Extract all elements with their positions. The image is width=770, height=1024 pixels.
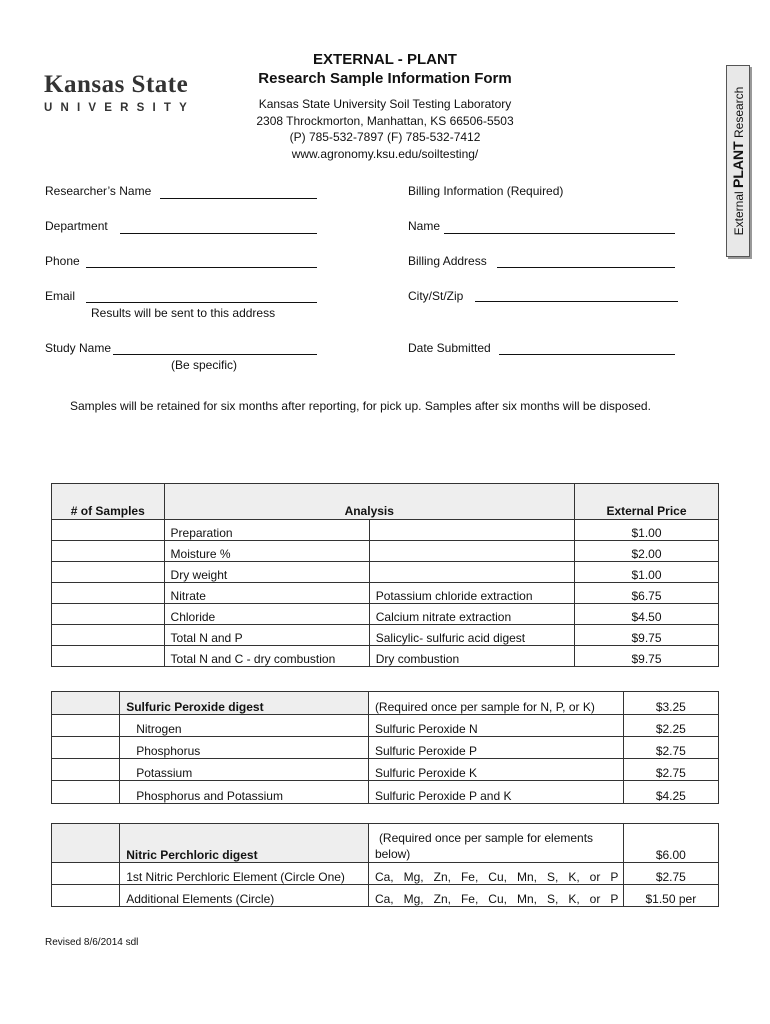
sulfuric-peroxide-table — [51, 691, 719, 804]
table-row — [52, 737, 719, 759]
side-tab-post: Research — [732, 86, 746, 142]
element-choices-cell[interactable]: Ca, Mg, Zn, Fe, Cu, Mn, S, K, or P — [368, 863, 623, 885]
samples-count-cell[interactable] — [52, 604, 165, 625]
method-cell: Salicylic- sulfuric acid digest — [369, 625, 574, 646]
analysis-cell: Potassium — [120, 759, 369, 781]
table-row — [52, 541, 719, 562]
form-title: EXTERNAL - PLANT — [313, 51, 457, 68]
analysis-cell: Additional Elements (Circle) — [120, 885, 369, 907]
department-input[interactable] — [120, 233, 317, 234]
name-input[interactable] — [444, 233, 675, 234]
retention-note: Samples will be retained for six months after reporting, for pick up. Samples after six months will be disposed. — [70, 399, 651, 413]
ksu-logo — [44, 72, 204, 114]
researcher-input[interactable] — [160, 198, 317, 199]
analysis-cell: 1st Nitric Perchloric Element (Circle One) — [120, 863, 369, 885]
price-cell: $2.75 — [623, 863, 718, 885]
table-row — [52, 759, 719, 781]
price-cell: $2.25 — [623, 715, 718, 737]
billing-address-label: Billing Address — [408, 254, 487, 268]
method-cell: Sulfuric Peroxide P and K — [368, 781, 623, 804]
price-cell: $1.00 — [574, 520, 718, 541]
email-label: Email — [45, 289, 76, 303]
revised-note: Revised 8/6/2014 sdl — [45, 937, 139, 948]
study-label: Study Name — [45, 341, 112, 355]
table-row — [52, 692, 719, 715]
table-row — [52, 863, 719, 885]
price-cell: $3.25 — [623, 692, 718, 715]
method-cell: Sulfuric Peroxide K — [368, 759, 623, 781]
email-input[interactable] — [86, 302, 317, 303]
analysis-cell: Nitrogen — [120, 715, 369, 737]
billing-info-label: Billing Information (Required) — [408, 184, 564, 198]
billing-address-input[interactable] — [497, 267, 675, 268]
price-cell: $4.50 — [574, 604, 718, 625]
side-tab-pre: External — [732, 188, 746, 236]
analysis-cell: Total N and C - dry combustion — [164, 646, 369, 667]
analysis-cell: Chloride — [164, 604, 369, 625]
analysis-cell: Dry weight — [164, 562, 369, 583]
price-cell: $6.00 — [623, 824, 718, 863]
logo-line1: Kansas State — [44, 71, 189, 98]
price-cell: $4.25 — [623, 781, 718, 804]
samples-count-cell[interactable] — [52, 520, 165, 541]
samples-header: # of Samples — [52, 484, 165, 520]
analysis-cell: Sulfuric Peroxide digest — [120, 692, 369, 715]
method-cell — [369, 562, 574, 583]
table-row — [52, 583, 719, 604]
samples-count-cell[interactable] — [52, 715, 120, 737]
phone-input[interactable] — [86, 267, 317, 268]
method-cell: Potassium chloride extraction — [369, 583, 574, 604]
city-input[interactable] — [475, 301, 678, 302]
price-cell: $9.75 — [574, 646, 718, 667]
samples-count-cell[interactable] — [52, 885, 120, 907]
price-cell: $6.75 — [574, 583, 718, 604]
researcher-label: Researcher’s Name — [45, 184, 152, 198]
samples-count-cell[interactable] — [52, 863, 120, 885]
table-row — [52, 646, 719, 667]
samples-count-cell[interactable] — [52, 541, 165, 562]
department-label: Department — [45, 219, 108, 233]
method-cell: (Required once per sample for N, P, or K) — [368, 692, 623, 715]
price-header: External Price — [574, 484, 718, 520]
table-row — [52, 625, 719, 646]
table-row — [52, 885, 719, 907]
samples-count-cell[interactable] — [52, 781, 120, 804]
phone-label: Phone — [45, 254, 80, 268]
analysis-cell: Phosphorus — [120, 737, 369, 759]
method-cell — [368, 824, 623, 863]
samples-count-cell[interactable] — [52, 692, 120, 715]
price-cell: $2.00 — [574, 541, 718, 562]
city-label: City/St/Zip — [408, 289, 464, 303]
email-note: Results will be sent to this address — [91, 306, 276, 320]
table-header-row — [52, 484, 719, 520]
samples-count-cell[interactable] — [52, 737, 120, 759]
lab-street: 2308 Throckmorton, Manhattan, KS 66506-5503 — [256, 113, 514, 128]
analysis-cell: Moisture % — [164, 541, 369, 562]
samples-count-cell[interactable] — [52, 646, 165, 667]
logo-line2: UNIVERSITY — [44, 102, 196, 114]
price-cell: $2.75 — [623, 737, 718, 759]
nitric-perchloric-table — [51, 823, 719, 907]
date-label: Date Submitted — [408, 341, 491, 355]
samples-count-cell[interactable] — [52, 759, 120, 781]
lab-phone: (P) 785-532-7897 (F) 785-532-7412 — [289, 130, 481, 144]
price-cell: $1.50 per — [623, 885, 718, 907]
analysis-cell: Total N and P — [164, 625, 369, 646]
method-cell: Dry combustion — [369, 646, 574, 667]
analysis-cell: Preparation — [164, 520, 369, 541]
form-subtitle: Research Sample Information Form — [258, 70, 512, 87]
lab-name: Kansas State University Soil Testing Laboratory — [258, 97, 512, 111]
method-line1: (Required once per sample for elements — [378, 831, 594, 845]
form-header — [220, 50, 550, 162]
samples-count-cell[interactable] — [52, 824, 120, 863]
samples-count-cell[interactable] — [52, 625, 165, 646]
method-line2: below) — [374, 847, 411, 861]
side-tab — [726, 65, 750, 257]
side-tab-bold: PLANT — [730, 141, 746, 189]
table-row — [52, 715, 719, 737]
table-row — [52, 781, 719, 804]
analysis-header: Analysis — [164, 484, 574, 520]
lab-website: www.agronomy.ksu.edu/soiltesting/ — [291, 146, 479, 161]
table-row — [52, 604, 719, 625]
element-choices-cell[interactable]: Ca, Mg, Zn, Fe, Cu, Mn, S, K, or P — [368, 885, 623, 907]
table-row — [52, 562, 719, 583]
price-cell: $9.75 — [574, 625, 718, 646]
samples-count-cell[interactable] — [52, 583, 165, 604]
method-cell — [369, 520, 574, 541]
analysis-table — [51, 483, 719, 667]
price-cell: $1.00 — [574, 562, 718, 583]
method-cell: Sulfuric Peroxide N — [368, 715, 623, 737]
method-cell: Sulfuric Peroxide P — [368, 737, 623, 759]
price-cell: $2.75 — [623, 759, 718, 781]
analysis-cell: Phosphorus and Potassium — [120, 781, 369, 804]
method-cell — [369, 541, 574, 562]
name-label: Name — [408, 219, 441, 233]
date-input[interactable] — [499, 354, 675, 355]
table-row — [52, 824, 719, 863]
analysis-cell: Nitric Perchloric digest — [120, 824, 369, 863]
study-input[interactable] — [113, 354, 317, 355]
table-row — [52, 520, 719, 541]
study-note: (Be specific) — [171, 358, 238, 372]
analysis-cell: Nitrate — [164, 583, 369, 604]
samples-count-cell[interactable] — [52, 562, 165, 583]
method-cell: Calcium nitrate extraction — [369, 604, 574, 625]
